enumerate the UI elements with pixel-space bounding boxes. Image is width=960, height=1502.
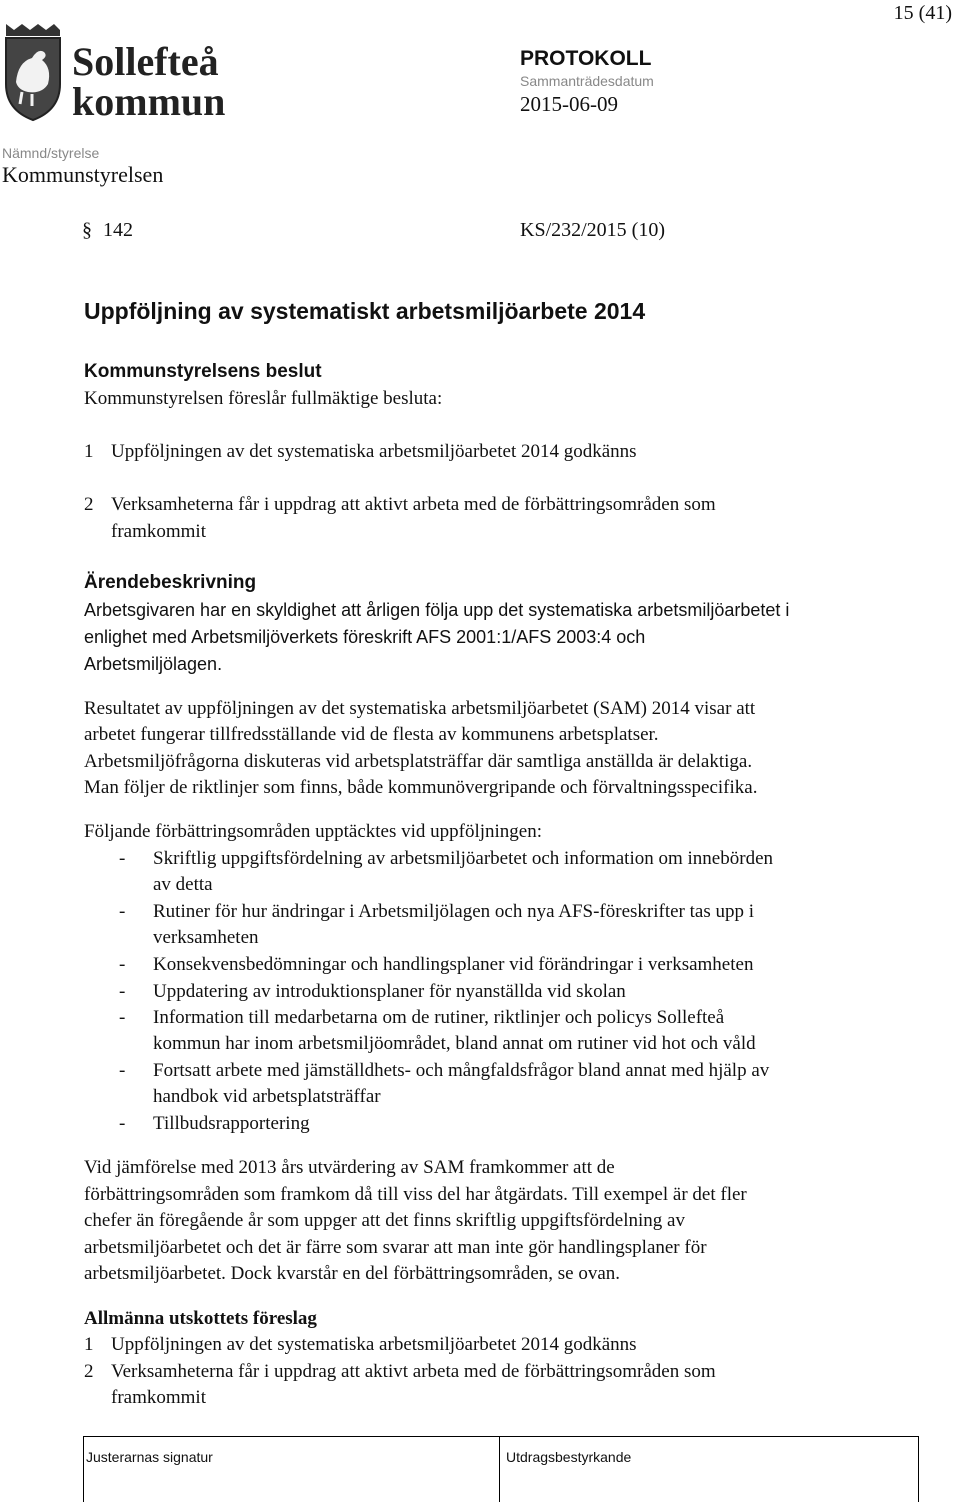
list-item-text: Uppdatering av introduktionsplaner för nyanställda vid skolan — [153, 981, 626, 1002]
description-text-line: Arbetsmiljöfrågorna diskuteras vid arbetsplatsträffar där samtliga anställda är delaktiga. — [84, 751, 753, 772]
logo-wordmark — [72, 39, 226, 124]
description-heading: Ärendebeskrivning — [84, 572, 257, 593]
list-item-text: Konsekvensbedömningar och handlingsplaner vid förändringar i verksamheten — [153, 954, 754, 975]
proposal-item-number: 2 — [84, 1361, 94, 1382]
decision-item-text: Verksamheterna får i uppdrag att aktivt arbeta med de förbättringsområden som — [111, 494, 716, 515]
list-item-text: verksamheten — [153, 927, 259, 948]
paragraph-sign: § — [82, 219, 92, 241]
decision-heading: Kommunstyrelsens beslut — [84, 361, 322, 382]
description-text-line: arbetsmiljöarbetet och det är färre som svarar att man inte gör handlingsplaner för — [84, 1237, 707, 1258]
list-dash: - — [119, 1007, 126, 1028]
description-text-line: Vid jämförelse med 2013 års utvärdering av SAM framkommer att de — [84, 1157, 615, 1178]
signature-box — [83, 1436, 919, 1502]
description-text-line: Arbetsgivaren har en skyldighet att årligen följa upp det systematiska arbetsmiljöarbetet i — [84, 600, 790, 620]
case-number: KS/232/2015 (10) — [520, 219, 665, 241]
decision-item-number: 1 — [84, 441, 94, 462]
list-item-text: Skriftlig uppgiftsfördelning av arbetsmiljöarbetet och information om innebörden — [153, 848, 773, 869]
list-item-text: Fortsatt arbete med jämställdhets- och mångfaldsfrågor bland annat med hjälp av — [153, 1060, 770, 1081]
decision-item-text: Uppföljningen av det systematiska arbetsmiljöarbetet 2014 godkänns — [111, 441, 637, 462]
meeting-date-label: Sammanträdesdatum — [520, 73, 654, 89]
description-text-line: arbetet fungerar tillfredsställande vid de flesta av kommunens arbetsplatser. — [84, 724, 659, 745]
proposal-item-text: Verksamheterna får i uppdrag att aktivt arbeta med de förbättringsområden som — [111, 1361, 716, 1382]
committee-label: Nämnd/styrelse — [2, 145, 100, 161]
description-text-line: enlighet med Arbetsmiljöverkets föreskrift AFS 2001:1/AFS 2003:4 och — [84, 627, 646, 647]
description-text-line: Man följer de riktlinjer som finns, både kommunövergripande och förvaltningsspecifika. — [84, 777, 758, 798]
list-dash: - — [119, 848, 126, 869]
description-text-line: förbättringsområden som framkom då till viss del har åtgärdats. Till exempel är det fler — [84, 1184, 747, 1205]
proposal-item-text: Uppföljningen av det systematiska arbetsmiljöarbetet 2014 godkänns — [111, 1334, 637, 1355]
list-item-text: Tillbudsrapportering — [153, 1113, 310, 1134]
proposal-item-text: framkommit — [111, 1387, 206, 1408]
improvement-list-intro: Följande förbättringsområden upptäcktes vid uppföljningen: — [84, 821, 543, 842]
list-dash: - — [119, 981, 126, 1002]
list-dash: - — [119, 954, 126, 975]
document-type: PROTOKOLL — [520, 47, 652, 70]
description-text-line: arbetsmiljöarbetet. Dock kvarstår en del förbättringsområden, se ovan. — [84, 1263, 621, 1284]
paragraph-number: 142 — [103, 219, 133, 241]
meeting-date: 2015-06-09 — [520, 92, 618, 116]
decision-intro: Kommunstyrelsen föreslår fullmäktige besluta: — [84, 388, 443, 409]
page-number: 15 (41) — [893, 2, 952, 24]
decision-item-text: framkommit — [111, 521, 206, 542]
signature-label: Justerarnas signatur — [86, 1449, 213, 1465]
list-item-text: Rutiner för hur ändringar i Arbetsmiljölagen och nya AFS-föreskrifter tas upp i — [153, 901, 755, 922]
list-dash: - — [119, 901, 126, 922]
proposal-item-number: 1 — [84, 1334, 94, 1355]
list-item-text: av detta — [153, 874, 213, 895]
list-item-text: Information till medarbetarna om de rutiner, riktlinjer och policys Sollefteå — [153, 1007, 725, 1028]
proposal-heading: Allmänna utskottets föreslag — [84, 1308, 317, 1329]
committee-name: Kommunstyrelsen — [2, 162, 164, 187]
signature-box-divider — [499, 1436, 500, 1502]
list-item-text: kommun har inom arbetsmiljöområdet, bland annat om rutiner vid hot och våld — [153, 1033, 756, 1054]
municipality-logo — [2, 22, 264, 122]
list-dash: - — [119, 1060, 126, 1081]
description-text-line: Arbetsmiljölagen. — [84, 654, 223, 674]
certified-label: Utdragsbestyrkande — [506, 1449, 632, 1465]
page-title: Uppföljning av systematiskt arbetsmiljöarbete 2014 — [84, 298, 646, 324]
logo-line-1: Sollefteå — [72, 39, 219, 84]
list-item-text: handbok vid arbetsplatsträffar — [153, 1086, 381, 1107]
description-text-line: Resultatet av uppföljningen av det systematiska arbetsmiljöarbetet (SAM) 2014 visar att — [84, 698, 756, 719]
logo-line-2: kommun — [72, 79, 226, 124]
decision-item-number: 2 — [84, 494, 94, 515]
list-dash: - — [119, 1113, 126, 1134]
coat-of-arms-icon — [2, 22, 64, 122]
description-text-line: chefer än föregående år som uppger att det finns skriftlig uppgiftsfördelning av — [84, 1210, 685, 1231]
